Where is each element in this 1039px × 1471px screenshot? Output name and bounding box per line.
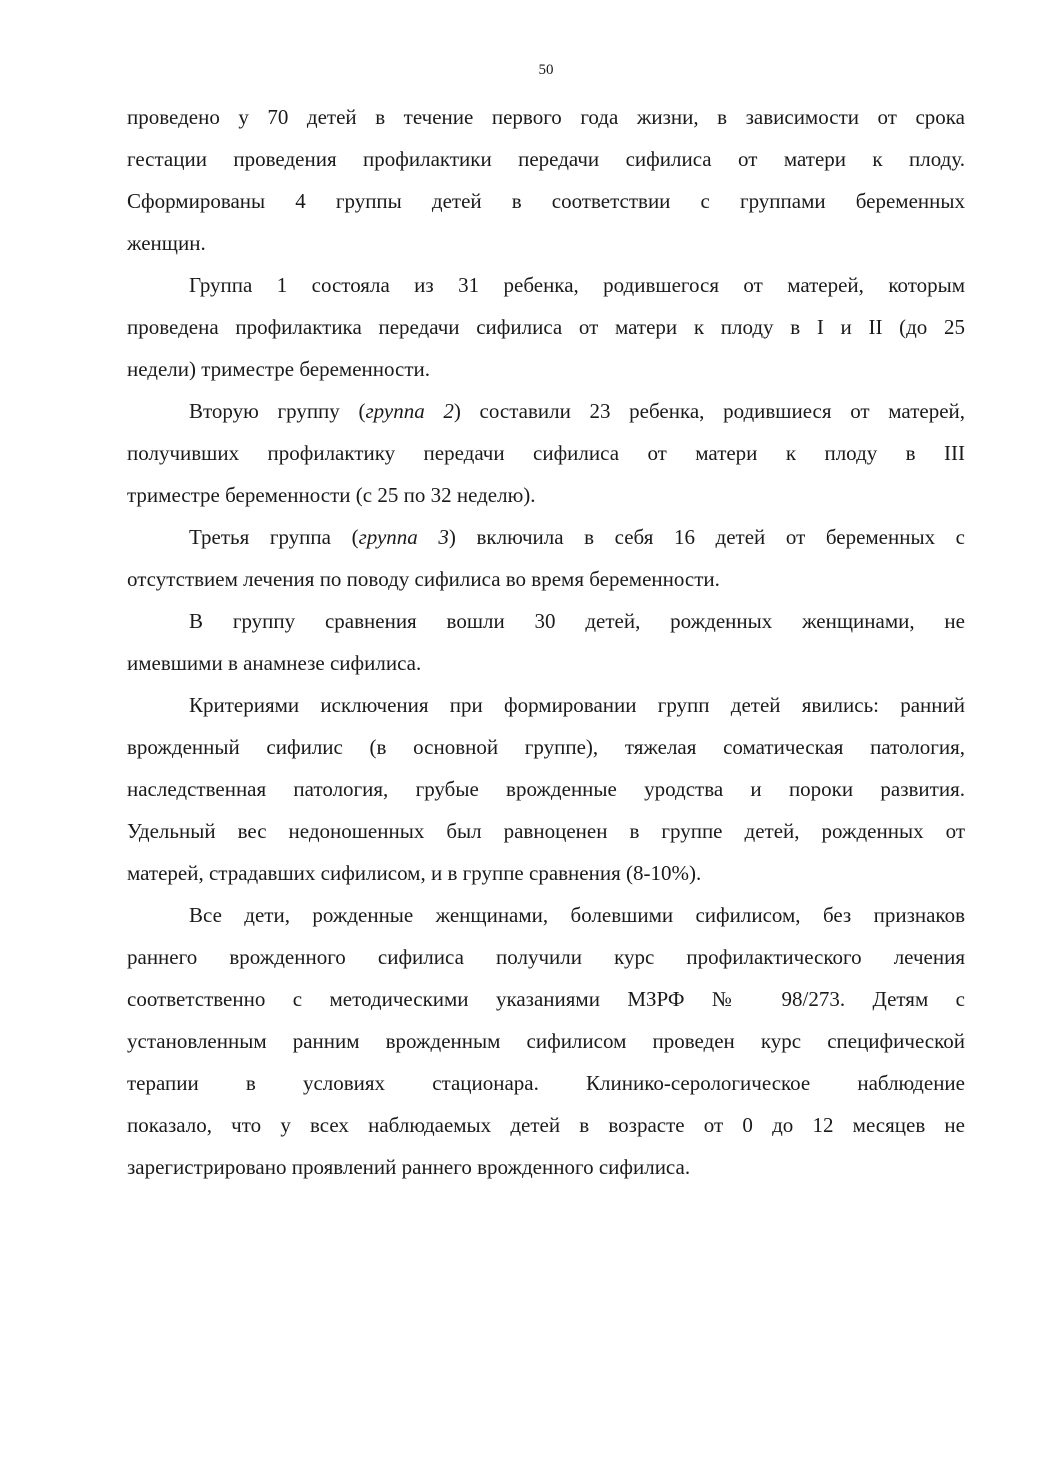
text-line: терапии в условиях стационара. Клинико-серологическое наблюдение — [127, 1071, 965, 1095]
italic-group-label: группа 3 — [358, 525, 449, 549]
text-line: отсутствием лечения по поводу сифилиса во время беременности. — [127, 567, 720, 591]
text-line: гестации проведения профилактики передачи сифилиса от матери к плоду. — [127, 147, 965, 171]
text-run: Вторую группу ( — [189, 399, 366, 423]
text-line — [127, 516, 965, 558]
text-line: раннего врожденного сифилиса получили курс профилактического лечения — [127, 945, 965, 969]
paragraph-exclusion-criteria — [127, 684, 965, 894]
text-line: В группу сравнения вошли 30 детей, рожденных женщинами, не — [189, 609, 965, 633]
text-line: женщин. — [127, 231, 206, 255]
paragraph-comparison-group — [127, 600, 965, 684]
text-run: ) включила в себя 16 детей от беременных с — [448, 525, 965, 549]
paragraph-group-3 — [127, 516, 965, 600]
text-line: зарегистрировано проявлений раннего врожденного сифилиса. — [127, 1155, 691, 1179]
text-line: врожденный сифилис (в основной группе), тяжелая соматическая патология, — [127, 735, 965, 759]
text-run: ) составили 23 ребенка, родившиеся от матерей, — [453, 399, 965, 423]
paragraph-treatment — [127, 894, 965, 1188]
italic-group-label: группа 2 — [365, 399, 454, 423]
text-line: триместре беременности (с 25 по 32 неделю). — [127, 483, 536, 507]
text-line — [127, 390, 965, 432]
text-line: наследственная патология, грубые врожденные уродства и пороки развития. — [127, 777, 965, 801]
text-line: Удельный вес недоношенных был равноценен в группе детей, рожденных от — [127, 819, 965, 843]
text-line: матерей, страдавших сифилисом, и в группе сравнения (8-10%). — [127, 861, 702, 885]
text-line: установленным ранним врожденным сифилисом проведен курс специфической — [127, 1029, 965, 1053]
paragraph-group-1 — [127, 264, 965, 390]
text-line: проведено у 70 детей в течение первого года жизни, в зависимости от срока — [127, 105, 965, 129]
paragraph-continuation — [127, 96, 965, 264]
text-run: Третья группа ( — [189, 525, 359, 549]
document-body — [127, 96, 965, 1188]
text-line: Все дети, рожденные женщинами, болевшими сифилисом, без признаков — [189, 903, 965, 927]
text-line: проведена профилактика передачи сифилиса от матери к плоду в I и II (до 25 — [127, 315, 965, 339]
text-line: получивших профилактику передачи сифилиса от матери к плоду в III — [127, 441, 965, 465]
paragraph-group-2 — [127, 390, 965, 516]
page-number: 50 — [538, 62, 554, 78]
text-line: Критериями исключения при формировании групп детей явились: ранний — [189, 693, 965, 717]
text-line: недели) триместре беременности. — [127, 357, 431, 381]
text-line: соответственно с методическими указаниями МЗРФ № 98/273. Детям с — [127, 987, 965, 1011]
text-line: имевшими в анамнезе сифилиса. — [127, 651, 422, 675]
text-line: показало, что у всех наблюдаемых детей в возрасте от 0 до 12 месяцев не — [127, 1113, 965, 1137]
text-line: Группа 1 состояла из 31 ребенка, родившегося от матерей, которым — [189, 273, 965, 297]
text-line: Сформированы 4 группы детей в соответствии с группами беременных — [127, 189, 965, 213]
